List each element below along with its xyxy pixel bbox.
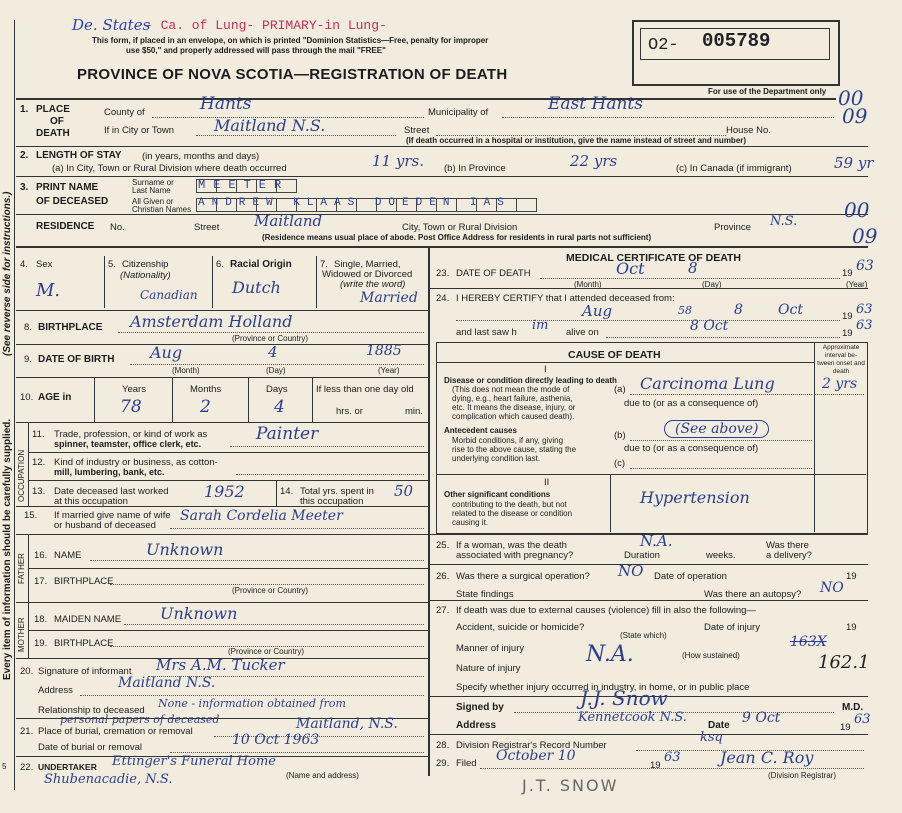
mother-maiden-num: 18.: [34, 614, 48, 625]
race-num: 6.: [216, 259, 224, 270]
signed-date: 9 Oct: [742, 710, 781, 726]
industry-num: 12.: [32, 457, 46, 468]
street-label: Street: [404, 125, 430, 136]
municipality-label: Municipality of: [428, 107, 489, 118]
code-c2: 09: [842, 104, 868, 128]
signed-address-label: Address: [456, 720, 497, 731]
q26-date-label: Date of operation: [654, 571, 727, 582]
dod-num: 23.: [436, 268, 450, 279]
s1-label2: OF: [50, 116, 64, 127]
house-label: House No.: [726, 125, 771, 136]
residence-street-label: Street: [194, 222, 220, 233]
due-to-1: due to (or as a consequence of): [624, 398, 759, 409]
q27-manner-label: Manner of injury: [456, 643, 525, 654]
cert-to-year: 63: [856, 302, 873, 317]
s2-c-label: (c) In Canada (if immigrant): [676, 163, 792, 174]
cert-to-month: Oct: [778, 302, 803, 318]
ante1: Morbid conditions, if any, giving: [452, 436, 564, 445]
undertaker-value2: Shubenacadie, N.S.: [44, 772, 173, 787]
registrar-sub: (Division Registrar): [768, 771, 837, 780]
surname-label: Surname or: [132, 178, 174, 187]
roman-2: II: [544, 477, 550, 488]
q27-label: If death was due to external causes (violence) fill in also the following—: [456, 605, 756, 616]
q26-num: 26.: [436, 571, 450, 582]
instructions-note: (See reverse side for instructions.): [2, 191, 13, 356]
days-label: Days: [266, 384, 288, 395]
q25-duration-label: Duration: [624, 550, 660, 561]
birthplace-value: Amsterdam Holland: [130, 312, 293, 331]
surname-value: MEETER: [198, 178, 290, 192]
dod-year: 63: [856, 258, 874, 274]
q25-label2: associated with pregnancy?: [456, 550, 574, 561]
signed-date-label: Date: [708, 720, 730, 731]
q27-state-which: (State which): [620, 631, 667, 640]
wife-label: If married give name of wife: [54, 510, 171, 521]
cause-b-label: (b): [614, 430, 626, 441]
months-label: Months: [190, 384, 222, 395]
cause-a-value: Carcinoma Lung: [640, 374, 775, 393]
totalyrs-label2: this occupation: [300, 496, 364, 507]
signed-label: Signed by: [456, 702, 504, 713]
direct-note4: complication which caused death).: [452, 412, 575, 421]
q25-num: 25.: [436, 540, 450, 551]
code-c1: 00: [838, 86, 864, 110]
code-c4: 09: [852, 224, 878, 248]
father-side-label: FATHER: [17, 553, 26, 584]
registrar-signature: Jean C. Roy: [720, 748, 814, 767]
medical-title: MEDICAL CERTIFICATE OF DEATH: [566, 252, 741, 264]
father-name-label: NAME: [54, 550, 82, 561]
dept-use-label: For use of the Department only: [708, 87, 827, 96]
min-label: min.: [405, 406, 423, 417]
s2-a-label: (a) In City, Town or Rural Division where death occurred: [52, 163, 287, 174]
dod-day: 8: [688, 259, 698, 277]
occupation-side-label: OCCUPATION: [17, 449, 26, 502]
totalyrs-num: 14.: [280, 486, 294, 497]
signed-md: M.D.: [842, 702, 864, 713]
interval-label: Approximate interval be- tween onset and death: [817, 344, 865, 375]
dob-year-label: (Year): [378, 366, 400, 375]
signed-year-prefix: 19: [840, 722, 851, 733]
ante3: underlying condition last.: [452, 454, 541, 463]
cause-a-label: (a): [614, 384, 626, 395]
due-to-2: due to (or as a consequence of): [624, 443, 759, 454]
s2-b-value: 22 yrs: [570, 152, 618, 170]
residence-street: Maitland: [254, 212, 323, 230]
given-label2: Christian Names: [132, 205, 192, 214]
sex-label: Sex: [36, 259, 53, 270]
industry-label: Kind of industry or business, as cotton-: [54, 457, 218, 468]
typed-note: - Ca. of Lung- PRIMARY-in Lung-: [145, 18, 387, 33]
burial-date-label: Date of burial or removal: [38, 742, 143, 753]
dod-year-prefix: 19: [842, 268, 853, 279]
envelope-note-1: This form, if placed in an envelope, on which is printed "Dominion Statistics—Free, penalty for improper: [92, 36, 489, 45]
envelope-note-2: use $50," and properly addressed will pass through the mail "FREE": [126, 46, 386, 55]
cit-num: 5.: [108, 259, 116, 270]
age-num: 10.: [20, 392, 34, 403]
s2-label: LENGTH OF STAY: [36, 150, 122, 161]
lastworked-label2: at this occupation: [54, 496, 128, 507]
marital-label2: Widowed or Divorced: [322, 269, 413, 280]
signed-address: Kennetcook N.S.: [578, 710, 687, 725]
q27-code2: 162.1: [818, 652, 870, 673]
q25-delivery-label2: a delivery?: [766, 550, 812, 561]
ante2: rise to the above cause, stating the: [452, 445, 577, 454]
city-value: Maitland N.S.: [214, 116, 326, 135]
county-value: Hants: [200, 94, 252, 114]
father-birthplace-num: 17.: [34, 576, 48, 587]
years-label: Years: [122, 384, 146, 395]
father-birthplace-sub: (Province or Country): [232, 586, 309, 595]
s1-note: (If death occurred in a hospital or institution, give the name instead of street and number): [406, 136, 747, 145]
cert-from-month: Aug: [582, 302, 613, 320]
trade-num: 11.: [32, 429, 45, 440]
rec-num: 28.: [436, 740, 450, 751]
mother-birthplace-label: BIRTHPLACE: [54, 638, 114, 649]
totalyrs-label: Total yrs. spent in: [300, 486, 374, 497]
q25-label: If a woman, was the death: [456, 540, 567, 551]
undertaker-value: Ettinger's Funeral Home: [112, 754, 276, 769]
antecedent-label: Antecedent causes: [444, 426, 517, 435]
s2-c-value: 59 yr: [834, 154, 874, 172]
lastsaw-label: and last saw h: [456, 327, 517, 338]
age-days: 4: [274, 397, 285, 417]
reg-number: 005789: [702, 30, 771, 52]
other-label: Other significant conditions: [444, 490, 551, 499]
burial-label: Place of burial, cremation or removal: [38, 726, 193, 737]
undertaker-num: 22.: [20, 762, 34, 773]
other-value: Hypertension: [640, 488, 750, 507]
industry-label2: mill, lumbering, bank, etc.: [54, 467, 165, 477]
dob-year: 1885: [366, 343, 402, 359]
cert-year-prefix: 19: [842, 311, 853, 322]
residence-no-label: No.: [110, 222, 125, 233]
filed-num: 29.: [436, 758, 450, 769]
q27-year-prefix: 19: [846, 622, 857, 633]
relation-value2: personal papers of deceased: [60, 713, 220, 726]
relation-value: None - information obtained from: [158, 697, 346, 710]
q27-injury-date-label: Date of injury: [704, 622, 760, 633]
sex-value: M.: [36, 280, 61, 301]
s3-label2: OF DECEASED: [36, 196, 109, 207]
municipality-value: East Hants: [548, 94, 643, 114]
dod-month-label: (Month): [574, 280, 602, 289]
cit-label: Citizenship: [122, 259, 169, 270]
s3-num: 3.: [20, 182, 29, 193]
marital-num: 7.: [320, 259, 328, 270]
informant-label: Signature of informant: [38, 666, 132, 677]
undertaker-sub: (Name and address): [286, 771, 359, 780]
s1-label: PLACE: [36, 104, 70, 115]
lastsaw-him: im: [532, 318, 549, 333]
informant-address-label: Address: [38, 685, 73, 696]
code-c3: 00: [844, 198, 870, 222]
supply-note: Every item of information should be carefully supplied.: [2, 418, 13, 680]
other1: contributing to the death, but not: [452, 500, 567, 509]
q27-how-sustained: (How sustained): [682, 651, 740, 660]
cert-from-day: 8: [734, 302, 743, 318]
county-label: County of: [104, 107, 145, 118]
q27-code1: 163X: [790, 634, 827, 650]
hrs-label: hrs. or: [336, 406, 363, 417]
totalyrs-value: 50: [394, 482, 414, 500]
trade-value: Painter: [256, 424, 319, 444]
q25-weeks-label: weeks.: [706, 550, 736, 561]
other2: related to the disease or condition: [452, 509, 573, 518]
race-label: Racial Origin: [230, 259, 292, 270]
alive-on: 8 Oct: [690, 318, 729, 334]
surname-label2: Last Name: [132, 186, 171, 195]
citizenship-value: Canadian: [140, 288, 198, 302]
dod-year-label: (Year): [846, 280, 868, 289]
residence-province: N.S.: [770, 214, 798, 229]
dob-day: 4: [268, 343, 278, 361]
s2-num: 2.: [20, 150, 29, 161]
trade-label: Trade, profession, or kind of work as: [54, 429, 208, 440]
cause-a-interval: 2 yrs: [822, 376, 858, 392]
roman-1: I: [544, 364, 547, 375]
wife-num: 15.: [24, 510, 38, 521]
birthplace-sub: (Province or Country): [232, 334, 309, 343]
dod-day-label: (Day): [702, 280, 722, 289]
marital-value: Married: [360, 290, 418, 306]
wife-value: Sarah Cordelia Meeter: [180, 508, 343, 524]
page-mark: 5: [2, 762, 7, 771]
burial-date: 10 Oct 1963: [232, 732, 320, 748]
reg-prefix: O2-: [648, 36, 679, 55]
mother-birthplace-num: 19.: [34, 638, 48, 649]
residence-city-label: City, Town or Rural Division: [402, 222, 518, 233]
given-value: ANDREW KLAAS DOEDEN IAS: [198, 197, 511, 209]
other3: causing it.: [452, 518, 489, 527]
residence-province-label: Province: [714, 222, 751, 233]
cert-from-year: 58: [678, 304, 692, 317]
registrar-initials: ksq: [700, 730, 723, 745]
cause-c-label: (c): [614, 458, 626, 469]
q27-accident-label: Accident, suicide or homicide?: [456, 622, 585, 633]
q26-label: Was there a surgical operation?: [456, 571, 590, 582]
mother-birthplace-sub: (Province or Country): [228, 647, 305, 656]
city-label: If in City or Town: [104, 125, 175, 136]
wife-label2: or husband of deceased: [54, 520, 156, 531]
informant-signature: Mrs A.M. Tucker: [156, 656, 285, 674]
direct-note2: dying, e.g., heart failure, asthenia,: [452, 394, 573, 403]
filed-year-prefix: 19: [650, 760, 661, 771]
dob-num: 9.: [24, 354, 32, 365]
q27-nature: N.A.: [586, 642, 634, 667]
signed-signature: J.J. Snow: [580, 686, 668, 710]
father-name-num: 16.: [34, 550, 48, 561]
q27-num: 27.: [436, 605, 450, 616]
lastworked-num: 13.: [32, 486, 46, 497]
q26-findings-label: State findings: [456, 589, 514, 600]
filed-label: Filed: [456, 758, 477, 769]
birthplace-label: BIRTHPLACE: [38, 322, 103, 333]
given-label: All Given or: [132, 197, 174, 206]
burial-place: Maitland, N.S.: [296, 716, 398, 732]
alive-label: alive on: [566, 327, 599, 338]
q27-nature-label: Nature of injury: [456, 663, 521, 674]
q25-value: N.A.: [640, 532, 673, 550]
father-name-value: Unknown: [146, 540, 224, 559]
dob-month: Aug: [150, 343, 183, 362]
residence-label: RESIDENCE: [36, 221, 95, 232]
cit-sub: (Nationality): [120, 270, 171, 281]
filed-year: 63: [664, 750, 681, 765]
lastworked-value: 1952: [204, 482, 245, 501]
direct-label: Disease or condition directly leading to death: [444, 376, 617, 385]
marital-sub: (write the word): [340, 279, 406, 290]
q26-autopsy-label: Was there an autopsy?: [704, 589, 802, 600]
residence-note: (Residence means usual place of abode. Post Office Address for residents in rural parts not sufficient): [262, 233, 652, 242]
sex-num: 4.: [20, 259, 28, 270]
trade-label2: spinner, teamster, office clerk, etc.: [54, 439, 202, 449]
age-months: 2: [200, 397, 211, 417]
race-value: Dutch: [232, 278, 281, 297]
dob-month-label: (Month): [172, 366, 200, 375]
cert-num: 24.: [436, 293, 450, 304]
lessday-label: If less than one day old: [316, 384, 414, 395]
q26-value: NO: [618, 562, 644, 580]
informant-num: 20.: [20, 666, 34, 677]
q27-where-label: Specify whether injury occurred in industry, in home, or in public place: [456, 682, 750, 693]
dod-month: Oct: [616, 259, 645, 278]
dob-day-label: (Day): [266, 366, 286, 375]
undertaker-label: UNDERTAKER: [38, 762, 97, 772]
mother-maiden-label: MAIDEN NAME: [54, 614, 122, 625]
cause-b-value: (See above): [664, 420, 769, 438]
s2-a-value: 11 yrs.: [372, 152, 424, 170]
lastworked-label: Date deceased last worked: [54, 486, 169, 497]
doctor-stamp: J.T. SNOW: [522, 776, 619, 795]
q25-delivery-label: Was there: [766, 540, 809, 551]
s2-sub: (in years, months and days): [142, 151, 260, 162]
marital-label: Single, Married,: [334, 259, 401, 270]
cause-title: CAUSE OF DEATH: [568, 349, 661, 361]
mother-side-label: MOTHER: [17, 617, 26, 652]
father-birthplace-label: BIRTHPLACE: [54, 576, 114, 587]
q26-autopsy: NO: [820, 580, 844, 596]
q26-year-prefix: 19: [846, 571, 857, 582]
relation-label: Relationship to deceased: [38, 705, 145, 716]
informant-address: Maitland N.S.: [118, 675, 216, 691]
birthplace-num: 8.: [24, 322, 32, 333]
alive-year-prefix: 19: [842, 328, 853, 339]
burial-num: 21.: [20, 726, 34, 737]
rec-label: Division Registrar's Record Number: [456, 740, 607, 751]
filed-date: October 10: [496, 748, 576, 764]
s1-label3: DEATH: [36, 128, 70, 139]
mother-maiden-value: Unknown: [160, 604, 238, 623]
direct-note1: (This does not mean the mode of: [452, 385, 570, 394]
age-label: AGE in: [38, 392, 72, 403]
s1-num: 1.: [20, 104, 29, 115]
s2-b-label: (b) In Province: [444, 163, 506, 174]
direct-note3: etc. It means the disease, injury, or: [452, 403, 576, 412]
form-title: PROVINCE OF NOVA SCOTIA—REGISTRATION OF DEATH: [77, 66, 508, 83]
dob-label: DATE OF BIRTH: [38, 354, 115, 365]
dod-label: DATE OF DEATH: [456, 268, 531, 279]
signed-year: 63: [854, 712, 871, 727]
cert-label: I HEREBY CERTIFY that I attended deceased from:: [456, 293, 675, 304]
s3-label: PRINT NAME: [36, 182, 99, 193]
alive-year: 63: [856, 318, 873, 333]
age-years: 78: [120, 397, 142, 417]
typed-note-handwritten: De. States: [72, 16, 151, 34]
